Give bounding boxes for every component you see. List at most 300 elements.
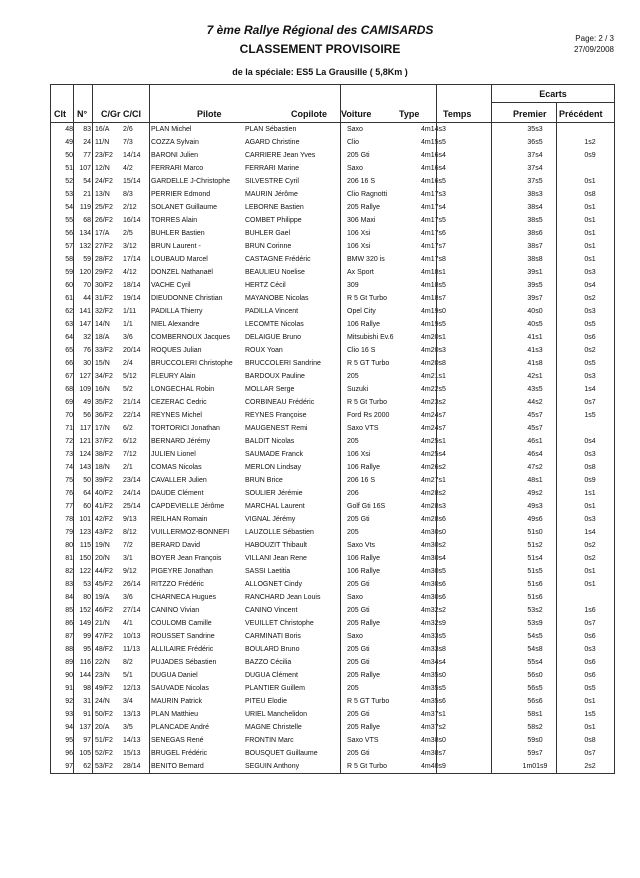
group-class-cell: 19/A bbox=[95, 594, 110, 601]
rank-cell: 97 bbox=[65, 763, 73, 770]
table-row bbox=[51, 175, 614, 188]
rank-cell: 96 bbox=[65, 750, 73, 757]
table-row bbox=[51, 370, 614, 383]
voiture-cell: 205 Gti bbox=[347, 646, 370, 653]
gap-previous-cell: 0s1 bbox=[584, 256, 596, 263]
group-class-cell: 23/N bbox=[95, 672, 110, 679]
gap-first-cell: 38s5 bbox=[527, 217, 543, 224]
gap-first-cell: 51s5 bbox=[527, 568, 543, 575]
pilote-cell: REILHAN Romain bbox=[151, 516, 208, 523]
voiture-cell: BMW 320 is bbox=[347, 256, 385, 263]
table-row bbox=[51, 279, 614, 292]
car-number-cell: 62 bbox=[83, 763, 91, 770]
gap-previous-cell: 0s3 bbox=[584, 451, 596, 458]
table-row bbox=[51, 253, 614, 266]
gap-first-cell: 37s4 bbox=[527, 152, 543, 159]
car-number-cell: 91 bbox=[83, 711, 91, 718]
gap-first-cell: 56s6 bbox=[527, 698, 543, 705]
table-body bbox=[51, 123, 614, 773]
copilote-cell: AGARD Christine bbox=[245, 139, 300, 146]
table-row bbox=[51, 292, 614, 305]
voiture-cell: 306 Maxi bbox=[347, 217, 376, 224]
rank-cell: 84 bbox=[65, 594, 73, 601]
temps-cell: 4m38s0 bbox=[421, 737, 446, 744]
rank-cell: 93 bbox=[65, 711, 73, 718]
gap-first-cell: 56s5 bbox=[527, 685, 543, 692]
page-info bbox=[574, 33, 614, 55]
car-number-cell: 50 bbox=[83, 477, 91, 484]
gap-previous-cell: 1s4 bbox=[584, 386, 596, 393]
group-class-cell: 19/N bbox=[95, 542, 110, 549]
copilote-cell: MAGNE Christelle bbox=[245, 724, 302, 731]
table-row bbox=[51, 396, 614, 409]
voiture-cell: Ax Sport bbox=[347, 269, 374, 276]
rank-cell: 80 bbox=[65, 542, 73, 549]
car-number-cell: 109 bbox=[79, 386, 91, 393]
pilote-cell: BARONI Julien bbox=[151, 152, 199, 159]
voiture-cell: 206 16 S bbox=[347, 477, 376, 484]
pilote-cell: DONZEL Nathanaël bbox=[151, 269, 213, 276]
gap-first-cell: 51s4 bbox=[527, 555, 543, 562]
gap-previous-cell: 0s1 bbox=[584, 724, 596, 731]
group-class-cell: 26/F2 bbox=[95, 217, 113, 224]
rank-cell: 90 bbox=[65, 672, 73, 679]
gap-previous-cell: 0s8 bbox=[584, 191, 596, 198]
pilote-cell: BERARD David bbox=[151, 542, 201, 549]
car-number-cell: 141 bbox=[79, 308, 91, 315]
pilote-cell: ALLILAIRE Frédéric bbox=[151, 646, 214, 653]
column-divider bbox=[340, 85, 341, 773]
copilote-cell: BALDIT Nicolas bbox=[245, 438, 295, 445]
gap-first-cell: 47s2 bbox=[527, 464, 543, 471]
rank-cell: 54 bbox=[65, 204, 73, 211]
car-number-cell: 137 bbox=[79, 724, 91, 731]
group-class-cell: 17/N bbox=[95, 425, 110, 432]
car-number-cell: 30 bbox=[83, 360, 91, 367]
category-class-cell: 2/12 bbox=[123, 204, 137, 211]
gap-previous-cell: 0s1 bbox=[584, 204, 596, 211]
rank-cell: 64 bbox=[65, 334, 73, 341]
table-row bbox=[51, 682, 614, 695]
gap-first-cell: 49s3 bbox=[527, 503, 543, 510]
rank-cell: 61 bbox=[65, 295, 73, 302]
pilote-cell: BRUCCOLERI Christophe bbox=[151, 360, 233, 367]
table-row bbox=[51, 123, 614, 136]
pilote-cell: COULOMB Camille bbox=[151, 620, 212, 627]
temps-cell: 4m17s4 bbox=[421, 204, 446, 211]
rank-cell: 63 bbox=[65, 321, 73, 328]
copilote-cell: ALLOGNET Cindy bbox=[245, 581, 303, 588]
voiture-cell: 205 Rallye bbox=[347, 204, 381, 211]
car-number-cell: 150 bbox=[79, 555, 91, 562]
group-class-cell: 27/F2 bbox=[95, 243, 113, 250]
group-class-cell: 37/F2 bbox=[95, 438, 113, 445]
gap-previous-cell: 1s1 bbox=[584, 490, 596, 497]
temps-cell: 4m28s6 bbox=[421, 516, 446, 523]
voiture-cell: 205 Gti bbox=[347, 516, 370, 523]
copilote-cell: MAURIN Jérôme bbox=[245, 191, 298, 198]
gap-previous-cell: 0s3 bbox=[584, 646, 596, 653]
voiture-cell: R 5 GT Turbo bbox=[347, 698, 390, 705]
car-number-cell: 83 bbox=[83, 126, 91, 133]
car-number-cell: 127 bbox=[79, 373, 91, 380]
copilote-cell: HABOUZIT Thibault bbox=[245, 542, 307, 549]
car-number-cell: 144 bbox=[79, 672, 91, 679]
copilote-cell: MARCHAL Laurent bbox=[245, 503, 305, 510]
group-class-cell: 51/F2 bbox=[95, 737, 113, 744]
gap-first-cell: 49s6 bbox=[527, 516, 543, 523]
table-row bbox=[51, 435, 614, 448]
group-class-cell: 49/F2 bbox=[95, 685, 113, 692]
voiture-cell: 206 bbox=[347, 490, 359, 497]
temps-cell: 4m34s4 bbox=[421, 659, 446, 666]
temps-cell: 4m20s3 bbox=[421, 347, 446, 354]
gap-previous-cell: 2s2 bbox=[584, 763, 596, 770]
category-class-cell: 20/14 bbox=[123, 347, 141, 354]
gap-first-cell: 54s5 bbox=[527, 633, 543, 640]
copilote-cell: PLAN Sébastien bbox=[245, 126, 297, 133]
category-class-cell: 25/14 bbox=[123, 503, 141, 510]
category-class-cell: 7/12 bbox=[123, 451, 137, 458]
voiture-cell: Clio 16 S bbox=[347, 347, 376, 354]
group-class-cell: 35/F2 bbox=[95, 399, 113, 406]
voiture-cell: 205 Rallye bbox=[347, 620, 381, 627]
car-number-cell: 99 bbox=[83, 633, 91, 640]
gap-first-cell: 38s8 bbox=[527, 256, 543, 263]
car-number-cell: 147 bbox=[79, 321, 91, 328]
category-class-cell: 1/11 bbox=[123, 308, 137, 315]
temps-cell: 4m17s8 bbox=[421, 256, 446, 263]
gap-first-cell: 59s0 bbox=[527, 737, 543, 744]
table-row bbox=[51, 305, 614, 318]
gap-first-cell: 46s1 bbox=[527, 438, 543, 445]
pilote-cell: FERRARI Marco bbox=[151, 165, 204, 172]
car-number-cell: 95 bbox=[83, 646, 91, 653]
voiture-cell: Saxo bbox=[347, 594, 363, 601]
voiture-cell: Saxo bbox=[347, 126, 363, 133]
rank-cell: 48 bbox=[65, 126, 73, 133]
category-class-cell: 2/4 bbox=[123, 360, 133, 367]
group-class-cell: 46/F2 bbox=[95, 607, 113, 614]
voiture-cell: 106 Rallye bbox=[347, 464, 381, 471]
gap-previous-cell: 1s4 bbox=[584, 529, 596, 536]
group-class-cell: 20/A bbox=[95, 724, 110, 731]
car-number-cell: 120 bbox=[79, 269, 91, 276]
category-class-cell: 13/13 bbox=[123, 711, 141, 718]
temps-cell: 4m20s1 bbox=[421, 334, 446, 341]
temps-cell: 4m17s5 bbox=[421, 217, 446, 224]
rank-cell: 77 bbox=[65, 503, 73, 510]
gap-previous-cell: 0s6 bbox=[584, 334, 596, 341]
gap-previous-cell: 0s9 bbox=[584, 152, 596, 159]
temps-cell: 4m23s2 bbox=[421, 399, 446, 406]
car-number-cell: 60 bbox=[83, 503, 91, 510]
gap-previous-cell: 0s2 bbox=[584, 347, 596, 354]
category-class-cell: 3/6 bbox=[123, 334, 133, 341]
group-class-cell: 31/F2 bbox=[95, 295, 113, 302]
col-class: C/Gr C/Cl bbox=[101, 109, 142, 119]
pilote-cell: PLANCADE André bbox=[151, 724, 209, 731]
voiture-cell: 106 Xsi bbox=[347, 451, 371, 458]
voiture-cell: R 5 Gt Turbo bbox=[347, 295, 388, 302]
gap-first-cell: 40s0 bbox=[527, 308, 543, 315]
rank-cell: 82 bbox=[65, 568, 73, 575]
copilote-cell: BRUN Brice bbox=[245, 477, 283, 484]
pilote-cell: LONGECHAL Robin bbox=[151, 386, 215, 393]
gap-first-cell: 39s7 bbox=[527, 295, 543, 302]
car-number-cell: 77 bbox=[83, 152, 91, 159]
car-number-cell: 101 bbox=[79, 516, 91, 523]
voiture-cell: 309 bbox=[347, 282, 359, 289]
table-row bbox=[51, 383, 614, 396]
copilote-cell: BARDOUX Pauline bbox=[245, 373, 305, 380]
group-class-cell: 30/F2 bbox=[95, 282, 113, 289]
column-divider bbox=[92, 85, 93, 773]
gap-previous-cell: 0s1 bbox=[584, 217, 596, 224]
col-number: N° bbox=[77, 109, 88, 119]
col-voiture: Voiture bbox=[341, 109, 372, 119]
table-row bbox=[51, 500, 614, 513]
car-number-cell: 105 bbox=[79, 750, 91, 757]
copilote-cell: HERTZ Cécil bbox=[245, 282, 286, 289]
category-class-cell: 3/1 bbox=[123, 555, 133, 562]
table-row bbox=[51, 266, 614, 279]
category-class-cell: 22/14 bbox=[123, 412, 141, 419]
pilote-cell: ROQUES Julian bbox=[151, 347, 202, 354]
category-class-cell: 7/2 bbox=[123, 542, 133, 549]
copilote-cell: LECOMTE Nicolas bbox=[245, 321, 304, 328]
copilote-cell: LEBORNE Bastien bbox=[245, 204, 304, 211]
col-type: Type bbox=[399, 109, 420, 119]
copilote-cell: CARRIERE Jean Yves bbox=[245, 152, 316, 159]
rank-cell: 49 bbox=[65, 139, 73, 146]
temps-cell: 4m25s1 bbox=[421, 438, 446, 445]
group-class-cell: 41/F2 bbox=[95, 503, 113, 510]
gap-previous-cell: 0s1 bbox=[584, 581, 596, 588]
table-row bbox=[51, 448, 614, 461]
copilote-cell: VEUILLET Christophe bbox=[245, 620, 314, 627]
table-row bbox=[51, 357, 614, 370]
category-class-cell: 3/6 bbox=[123, 594, 133, 601]
rank-cell: 69 bbox=[65, 399, 73, 406]
gap-previous-cell: 0s7 bbox=[584, 750, 596, 757]
gap-previous-cell: 0s5 bbox=[584, 360, 596, 367]
copilote-cell: BRUN Corinne bbox=[245, 243, 292, 250]
rank-cell: 72 bbox=[65, 438, 73, 445]
temps-cell: 4m28s3 bbox=[421, 503, 446, 510]
group-class-cell: 38/F2 bbox=[95, 451, 113, 458]
gap-first-cell: 41s8 bbox=[527, 360, 543, 367]
gap-previous-cell: 0s6 bbox=[584, 672, 596, 679]
pilote-cell: RITZZO Frédéric bbox=[151, 581, 204, 588]
voiture-cell: 205 Gti bbox=[347, 711, 370, 718]
pilote-cell: NIEL Alexandre bbox=[151, 321, 200, 328]
group-class-cell: 18/N bbox=[95, 464, 110, 471]
table-row bbox=[51, 604, 614, 617]
category-class-cell: 8/3 bbox=[123, 191, 133, 198]
car-number-cell: 124 bbox=[79, 451, 91, 458]
voiture-cell: Clio bbox=[347, 139, 360, 146]
temps-cell: 4m24s7 bbox=[421, 412, 446, 419]
pilote-cell: SOLANET Guillaume bbox=[151, 204, 218, 211]
category-class-cell: 9/12 bbox=[123, 568, 137, 575]
copilote-cell: COMBET Philippe bbox=[245, 217, 302, 224]
voiture-cell: Saxo VTS bbox=[347, 425, 379, 432]
category-class-cell: 28/14 bbox=[123, 763, 141, 770]
car-number-cell: 117 bbox=[79, 425, 91, 432]
table-row bbox=[51, 721, 614, 734]
group-class-cell: 53/F2 bbox=[95, 763, 113, 770]
table-row bbox=[51, 565, 614, 578]
gap-previous-cell: 0s6 bbox=[584, 659, 596, 666]
temps-cell: 4m24s7 bbox=[421, 425, 446, 432]
table-row bbox=[51, 734, 614, 747]
pilote-cell: ROUSSET Sandrine bbox=[151, 633, 215, 640]
gap-previous-cell: 0s1 bbox=[584, 230, 596, 237]
col-precedent: Précédent bbox=[559, 109, 603, 119]
gap-first-cell: 49s2 bbox=[527, 490, 543, 497]
group-class-cell: 25/F2 bbox=[95, 204, 113, 211]
car-number-cell: 134 bbox=[79, 230, 91, 237]
group-class-cell: 16/A bbox=[95, 126, 110, 133]
gap-first-cell: 53s9 bbox=[527, 620, 543, 627]
page-number: Page: 2 / 3 bbox=[575, 34, 614, 43]
category-class-cell: 5/12 bbox=[123, 373, 137, 380]
category-class-cell: 7/3 bbox=[123, 139, 133, 146]
car-number-cell: 70 bbox=[83, 282, 91, 289]
gap-first-cell: 39s5 bbox=[527, 282, 543, 289]
table-row bbox=[51, 708, 614, 721]
temps-cell: 4m22s5 bbox=[421, 386, 446, 393]
rank-cell: 89 bbox=[65, 659, 73, 666]
print-date: 27/09/2008 bbox=[573, 45, 614, 54]
copilote-cell: BRUCCOLERI Sandrine bbox=[245, 360, 321, 367]
voiture-cell: Golf Gti 16S bbox=[347, 503, 386, 510]
car-number-cell: 152 bbox=[79, 607, 91, 614]
temps-cell: 4m20s8 bbox=[421, 360, 446, 367]
car-number-cell: 132 bbox=[79, 243, 91, 250]
rank-cell: 86 bbox=[65, 620, 73, 627]
copilote-cell: BOULARD Bruno bbox=[245, 646, 300, 653]
col-temps: Temps bbox=[443, 109, 472, 119]
temps-cell: 4m21s1 bbox=[421, 373, 446, 380]
temps-cell: 4m18s7 bbox=[421, 295, 446, 302]
car-number-cell: 115 bbox=[79, 542, 91, 549]
col-copilote: Copilote bbox=[291, 109, 327, 119]
gap-first-cell: 40s5 bbox=[527, 321, 543, 328]
voiture-cell: R 5 Gt Turbo bbox=[347, 763, 388, 770]
table-row bbox=[51, 552, 614, 565]
category-class-cell: 19/14 bbox=[123, 295, 141, 302]
category-class-cell: 5/1 bbox=[123, 672, 133, 679]
group-class-cell: 42/F2 bbox=[95, 516, 113, 523]
table-row bbox=[51, 227, 614, 240]
category-class-cell: 6/12 bbox=[123, 438, 137, 445]
car-number-cell: 32 bbox=[83, 334, 91, 341]
car-number-cell: 31 bbox=[83, 698, 91, 705]
gap-first-cell: 46s4 bbox=[527, 451, 543, 458]
temps-cell: 4m33s8 bbox=[421, 646, 446, 653]
rank-cell: 53 bbox=[65, 191, 73, 198]
gap-previous-cell: 0s1 bbox=[584, 178, 596, 185]
table-row bbox=[51, 214, 614, 227]
voiture-cell: Ford Rs 2000 bbox=[347, 412, 390, 419]
copilote-cell: MAUGENEST Remi bbox=[245, 425, 308, 432]
pilote-cell: SENEGAS René bbox=[151, 737, 204, 744]
rally-title: 7 ème Rallye Régional des CAMISARDS bbox=[206, 23, 434, 37]
voiture-cell: 106 Rallye bbox=[347, 321, 381, 328]
category-class-cell: 8/12 bbox=[123, 529, 137, 536]
temps-cell: 4m14s3 bbox=[421, 126, 446, 133]
gap-first-cell: 39s1 bbox=[527, 269, 543, 276]
table-row bbox=[51, 422, 614, 435]
gap-previous-cell: 0s2 bbox=[584, 555, 596, 562]
gap-previous-cell: 0s8 bbox=[584, 737, 596, 744]
rank-cell: 79 bbox=[65, 529, 73, 536]
group-class-cell: 13/N bbox=[95, 191, 110, 198]
rank-cell: 62 bbox=[65, 308, 73, 315]
gap-previous-cell: 1s5 bbox=[584, 412, 596, 419]
gap-first-cell: 58s1 bbox=[527, 711, 543, 718]
category-class-cell: 4/2 bbox=[123, 165, 133, 172]
group-class-cell: 24/N bbox=[95, 698, 110, 705]
rank-cell: 73 bbox=[65, 451, 73, 458]
car-number-cell: 123 bbox=[79, 529, 91, 536]
temps-cell: 4m37s1 bbox=[421, 711, 446, 718]
pilote-cell: CANINO Vivian bbox=[151, 607, 200, 614]
group-class-cell: 50/F2 bbox=[95, 711, 113, 718]
table-row bbox=[51, 162, 614, 175]
pilote-cell: TORTORICI Jonathan bbox=[151, 425, 220, 432]
pilote-cell: CAPDEVIELLE Jérôme bbox=[151, 503, 225, 510]
gap-first-cell: 48s1 bbox=[527, 477, 543, 484]
car-number-cell: 116 bbox=[79, 659, 91, 666]
gap-previous-cell: 0s2 bbox=[584, 542, 596, 549]
pilote-cell: BERNARD Jérémy bbox=[151, 438, 211, 445]
pilote-cell: TORRES Alain bbox=[151, 217, 198, 224]
category-class-cell: 6/2 bbox=[123, 425, 133, 432]
stage-title: de la spéciale: ES5 La Grausille ( 5,8Km ) bbox=[232, 67, 408, 77]
category-class-cell: 26/14 bbox=[123, 581, 141, 588]
table-row bbox=[51, 617, 614, 630]
car-number-cell: 143 bbox=[79, 464, 91, 471]
temps-cell: 4m16s4 bbox=[421, 165, 446, 172]
copilote-cell: SILVESTRE Cyril bbox=[245, 178, 299, 185]
voiture-cell: 205 Gti bbox=[347, 607, 370, 614]
pilote-cell: BRUN Laurent - bbox=[151, 243, 201, 250]
gap-first-cell: 1m01s9 bbox=[522, 763, 548, 770]
voiture-cell: 205 bbox=[347, 685, 359, 692]
rank-cell: 83 bbox=[65, 581, 73, 588]
gap-first-cell: 51s0 bbox=[527, 529, 543, 536]
temps-cell: 4m30s2 bbox=[421, 542, 446, 549]
voiture-cell: R 5 GT Turbo bbox=[347, 360, 390, 367]
copilote-cell: BEAULIEU Noelise bbox=[245, 269, 305, 276]
rank-cell: 60 bbox=[65, 282, 73, 289]
category-class-cell: 5/2 bbox=[123, 386, 133, 393]
copilote-cell: RANCHARD Jean Louis bbox=[245, 594, 321, 601]
copilote-cell: BOUSQUET Guillaume bbox=[245, 750, 318, 757]
voiture-cell: 205 bbox=[347, 438, 359, 445]
pilote-cell: CHARNECA Hugues bbox=[151, 594, 216, 601]
group-class-cell: 48/F2 bbox=[95, 646, 113, 653]
gap-previous-cell: 0s1 bbox=[584, 503, 596, 510]
gap-previous-cell: 0s3 bbox=[584, 269, 596, 276]
col-pilote: Pilote bbox=[197, 109, 222, 119]
table-row bbox=[51, 578, 614, 591]
car-number-cell: 49 bbox=[83, 399, 91, 406]
category-class-cell: 14/13 bbox=[123, 737, 141, 744]
